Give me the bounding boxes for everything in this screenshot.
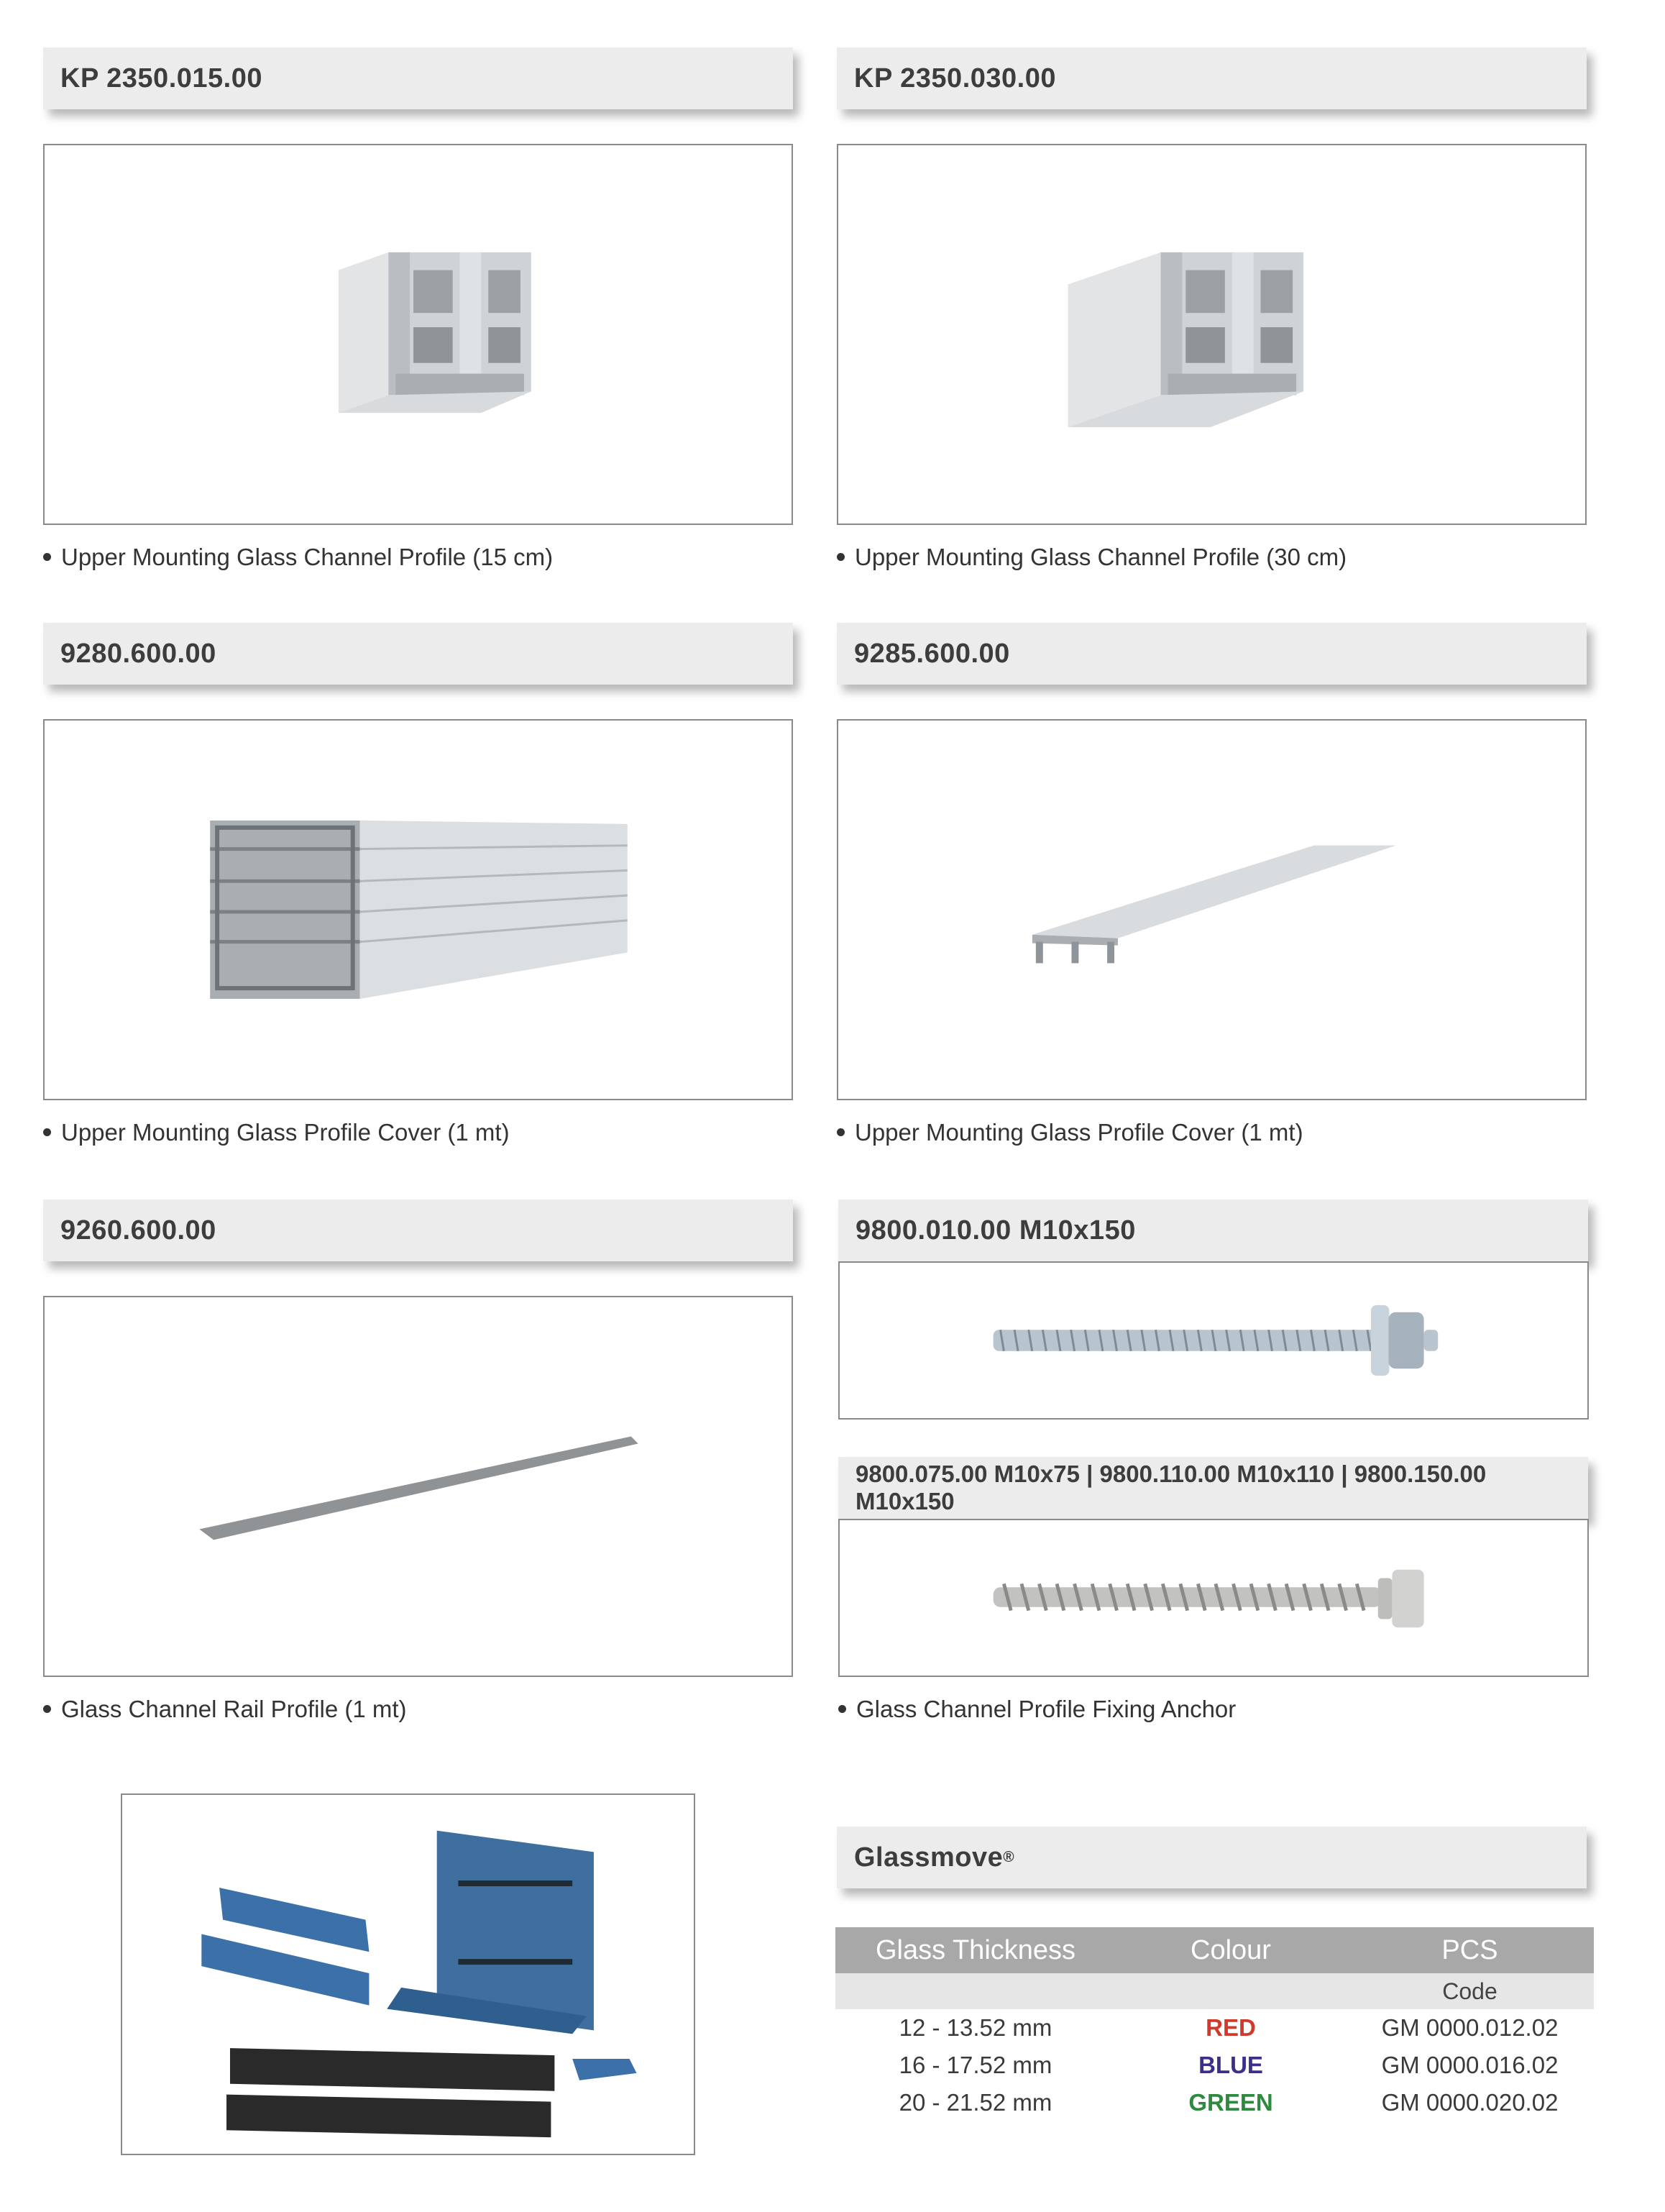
product-code-header: 9800.075.00 M10x75 | 9800.110.00 M10x110 | 9800.150.00 M10x150 [838,1457,1588,1519]
colour-cell: BLUE [1198,2052,1263,2078]
thickness-cell: 16 - 17.52 mm [899,2052,1052,2078]
bullet-icon [43,1128,51,1136]
product-caption [838,1696,1236,1723]
product-image-glassmove-kit [121,1793,695,2155]
product-image-profile-cover [43,719,793,1100]
col-glass-thickness: Glass Thickness [835,1927,1116,1973]
caption-text: Upper Mounting Glass Channel Profile (30 cm) [855,544,1347,570]
product-image-channel-30 [837,144,1587,525]
table-row [835,2047,1594,2084]
product-image-channel-15 [43,144,793,525]
bullet-icon [838,1705,846,1713]
col-colour: Colour [1116,1927,1346,1973]
product-code-header: 9285.600.00 [837,623,1587,685]
caption-text: Glass Channel Profile Fixing Anchor [856,1696,1237,1722]
glassmove-title: Glassmove [854,1842,1004,1873]
col-pcs: PCS [1346,1927,1594,1973]
product-image-screw-anchor [838,1519,1589,1677]
product-caption [837,544,1347,571]
table-subheader-row [835,1973,1594,2009]
product-code-header: KP 2350.030.00 [837,47,1587,109]
code-cell: GM 0000.020.02 [1381,2089,1559,2116]
registered-mark: ® [1003,1849,1015,1865]
product-caption [43,1119,510,1146]
code-cell: GM 0000.016.02 [1381,2052,1559,2078]
caption-text: Upper Mounting Glass Profile Cover (1 mt) [855,1119,1303,1146]
product-caption [837,1119,1303,1146]
bullet-icon [837,553,845,561]
caption-text: Upper Mounting Glass Channel Profile (15 cm) [61,544,554,570]
product-image-profile-cover-flat [837,719,1587,1100]
table-row [835,2009,1594,2047]
glassmove-header [837,1827,1587,1888]
caption-text: Glass Channel Rail Profile (1 mt) [61,1696,407,1722]
product-code-header: 9800.010.00 M10x150 [838,1199,1588,1261]
bullet-icon [43,553,51,561]
product-code-header: KP 2350.015.00 [43,47,793,109]
code-cell: GM 0000.012.02 [1381,2014,1559,2041]
product-code-header: 9280.600.00 [43,623,793,685]
product-caption [43,544,553,571]
colour-cell: RED [1206,2014,1256,2041]
thickness-cell: 20 - 21.52 mm [899,2089,1052,2116]
thickness-cell: 12 - 13.52 mm [899,2014,1052,2041]
bullet-icon [837,1128,845,1136]
product-code-header: 9260.600.00 [43,1199,793,1261]
caption-text: Upper Mounting Glass Profile Cover (1 mt) [61,1119,510,1146]
bullet-icon [43,1705,51,1713]
product-image-rail [43,1296,793,1677]
product-image-anchor-bolt [838,1261,1589,1420]
colour-cell: GREEN [1188,2089,1273,2116]
col-code: Code [1346,1973,1594,2009]
product-caption [43,1696,407,1723]
table-row [835,2084,1594,2121]
glassmove-table [835,1927,1594,2121]
